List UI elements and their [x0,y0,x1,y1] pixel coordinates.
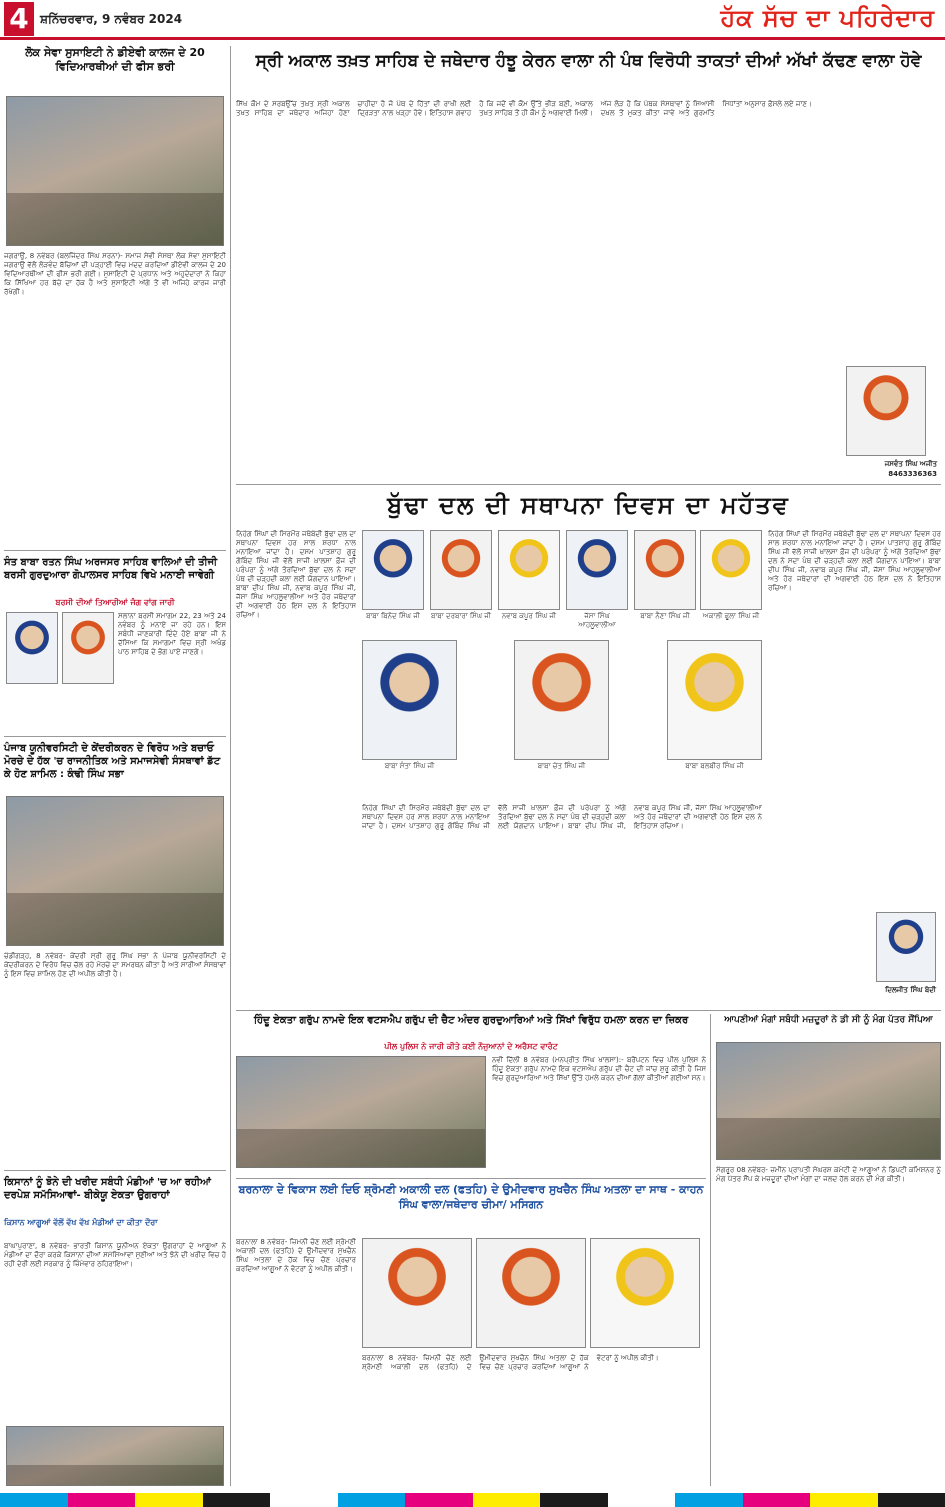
story-headline: ਆਪਣੀਆਂ ਮੰਗਾਂ ਸਬੰਧੀ ਮਜ਼ਦੂਰਾਂ ਨੇ ਡੀ ਸੀ ਨੂੰ ਮੰਗ ਪੱਤਰ ਸੌਂਪਿਆ [724,1015,933,1025]
portrait-photo [6,612,58,684]
author-name: ਜਸਵੰਤ ਸਿੰਘ ਅਜੀਤ [884,460,937,468]
story-body: ਬਾਘਾਪੁਰਾਣਾ, 8 ਨਵੰਬਰ- ਭਾਰਤੀ ਕਿਸਾਨ ਯੂਨੀਅਨ ਏਕਤਾ ਉਗਰਾਹਾਂ ਦੇ ਆਗੂਆਂ ਨੇ ਮੰਡੀਆਂ ਦਾ ਦੌਰਾ ਕਰਕੇ ਕਿਸਾਨਾਂ ਦੀਆਂ ਸਮੱਸਿਆਵਾਂ ਸੁਣੀਆਂ ਅਤੇ ਝੋਨੇ ਦੀ ਖਰੀਦ ਵਿਚ ਹੋ ਰਹੀ ਦੇਰੀ ਲਈ ਸਰਕਾਰ ਨੂੰ ਜ਼ਿੰਮੇਵਾਰ ਠਹਿਰਾਇਆ। [4,1242,226,1268]
election-story [236,1182,706,1486]
jathedar-caption: ਨਵਾਬ ਕਪੂਰ ਸਿੰਘ ਜੀ [501,612,557,620]
lead-headline: ਸ੍ਰੀ ਅਕਾਲ ਤਖ਼ਤ ਸਾਹਿਬ ਦੇ ਜਥੇਦਾਰ ਹੰਝੂ ਕੇਰਨ ਵਾਲਾ ਨੀ ਪੰਥ ਵਿਰੋਧੀ ਤਾਕਤਾਂ ਦੀਆਂ ਅੱਖਾਂ ਕੱਢਣ ਵਾਲਾ ਹੋਵੇ [255,51,922,71]
jathedar-caption: ਬਾਬਾ ਚੇਤ ਸਿੰਘ ਜੀ [537,762,586,770]
jathedar-portrait [514,640,609,760]
divider [236,1178,706,1179]
author-photo [846,366,926,456]
divider [236,1010,941,1011]
divider [4,550,226,551]
feature-body-sidebar: ਨਿਹੰਗ ਸਿੰਘਾਂ ਦੀ ਸਿਰਮੌਰ ਜਥੇਬੰਦੀ ਬੁੱਢਾ ਦਲ ਦਾ ਸਥਾਪਨਾ ਦਿਵਸ ਹਰ ਸਾਲ ਸ਼ਰਧਾ ਨਾਲ ਮਨਾਇਆ ਜਾਂਦਾ ਹੈ। ਦਸਮ ਪਾਤਸ਼ਾਹ ਗੁਰੂ ਗੋਬਿੰਦ ਸਿੰਘ ਜੀ ਵੱਲੋਂ ਸਾਜੀ ਖ਼ਾਲਸਾ ਫ਼ੌਜ ਦੀ ਪਰੰਪਰਾ ਨੂੰ ਅੱਗੇ ਤੋਰਦਿਆਂ ਬੁੱਢਾ ਦਲ ਨੇ ਸਦਾ ਪੰਥ ਦੀ ਚੜ੍ਹਦੀ ਕਲਾ ਲਈ ਯੋਗਦਾਨ ਪਾਇਆ। ਬਾਬਾ ਦੀਪ ਸਿੰਘ ਜੀ, ਨਵਾਬ ਕਪੂਰ ਸਿੰਘ ਜੀ, ਜੱਸਾ ਸਿੰਘ ਆਹਲੂਵਾਲੀਆ ਅਤੇ ਹੋਰ ਜਥੇਦਾਰਾਂ ਦੀ ਅਗਵਾਈ ਹੇਠ ਇਸ ਦਲ ਨੇ ਇਤਿਹਾਸ ਰਚਿਆ। [768,530,941,592]
jathedar-caption: ਅਕਾਲੀ ਫੂਲਾ ਸਿੰਘ ਜੀ [702,612,760,620]
jathedar-portrait [634,530,696,610]
divider [4,736,226,737]
story-headline: ਕਿਸਾਨਾਂ ਨੂੰ ਝੋਨੇ ਦੀ ਖਰੀਦ ਸਬੰਧੀ ਮੰਡੀਆਂ 'ਚ ਆ ਰਹੀਆਂ ਦਰਪੇਸ਼ ਸਮੱਸਿਆਵਾਂ- ਬੀਕੇਯੂ ਏਕਤਾ ਉਗਰਾਹਾਂ [4,1177,211,1201]
color-register-strip [0,1493,945,1507]
jathedar-portrait [700,530,762,610]
jathedar-caption: ਬਾਬਾ ਬਲਬੀਰ ਸਿੰਘ ਜੀ [685,762,744,770]
jathedar-portrait [362,530,424,610]
author-phone: 8463336363 [888,470,937,478]
jathedar-gallery [362,530,762,800]
jathedar-caption: ਬਾਬਾ ਦਰਬਾਰਾ ਸਿੰਘ ਜੀ [431,612,491,620]
jathedar-portrait [566,530,628,610]
portrait-photo [62,612,114,684]
story-body: ਬਰਨਾਲਾ 8 ਨਵੰਬਰ- ਜ਼ਿਮਨੀ ਚੋਣ ਲਈ ਸ਼੍ਰੋਮਣੀ ਅਕਾਲੀ ਦਲ (ਫਤਹਿ) ਦੇ ਉਮੀਦਵਾਰ ਸੁਖਚੈਨ ਸਿੰਘ ਅਤਲਾ ਦੇ ਹੱਕ ਵਿਚ ਚੋਣ ਪ੍ਰਚਾਰ ਕਰਦਿਆਂ ਆਗੂਆਂ ਨੇ ਵੋਟਰਾਂ ਨੂੰ ਅਪੀਲ ਕੀਤੀ। [236,1238,356,1273]
jathedar-caption: ਬਾਬਾ ਬਿਨੋਦ ਸਿੰਘ ਜੀ [366,612,420,620]
author-name: ਦਿਲਜੀਤ ਸਿੰਘ ਬੇਦੀ [885,986,936,994]
jathedar-portrait [667,640,762,760]
candidate-photo [476,1238,586,1348]
story-body: ਸੰਗਰੂਰ 08 ਨਵੰਬਰ- ਜ਼ਮੀਨ ਪ੍ਰਾਪਤੀ ਸੰਘਰਸ਼ ਕਮੇਟੀ ਦੇ ਆਗੂਆਂ ਨੇ ਡਿਪਟੀ ਕਮਿਸ਼ਨਰ ਨੂੰ ਮੰਗ ਪੱਤਰ ਸੌਂਪ ਕੇ ਮਜ਼ਦੂਰਾਂ ਦੀਆਂ ਮੰਗਾਂ ਦਾ ਜਲਦ ਹੱਲ ਕਰਨ ਦੀ ਮੰਗ ਕੀਤੀ। [716,1166,941,1183]
left-column [4,46,226,1486]
mandi-photo [6,1426,224,1486]
masthead [0,0,945,40]
story-body: ਨਵੀਂ ਦਿੱਲੀ 8 ਨਵੰਬਰ (ਮਨਪ੍ਰੀਤ ਸਿੰਘ ਖਾਲਸਾ):- ਬਰੈਂਪਟਨ ਵਿਚ ਪੀਲ ਪੁਲਿਸ ਨੇ ਹਿੰਦੂ ਏਕਤਾ ਗਰੁੱਪ ਨਾਮਦੇ ਇਕ ਵਟਸਐਪ ਗਰੁੱਪ ਦੀ ਚੈਟ ਦੀ ਜਾਂਚ ਸ਼ੁਰੂ ਕੀਤੀ ਹੈ ਜਿਸ ਵਿਚ ਗੁਰਦੁਆਰਿਆਂ ਅਤੇ ਸਿੱਖਾਂ ਉੱਤੇ ਹਮਲੇ ਕਰਨ ਦੀਆਂ ਗੱਲਾਂ ਕੀਤੀਆਂ ਗਈਆਂ ਸਨ। [492,1056,706,1082]
story-kicker: ਕਿਸਾਨ ਆਗੂਆਂ ਵੱਲੋਂ ਵੱਖ ਵੱਖ ਮੰਡੀਆਂ ਦਾ ਕੀਤਾ ਦੌਰਾ [4,1218,158,1227]
issue-date: ਸ਼ਨਿੱਚਰਵਾਰ, 9 ਨਵੰਬਰ 2024 [40,12,183,26]
canada-story [236,1014,706,1174]
feature-body: ਨਿਹੰਗ ਸਿੰਘਾਂ ਦੀ ਸਿਰਮੌਰ ਜਥੇਬੰਦੀ ਬੁੱਢਾ ਦਲ ਦਾ ਸਥਾਪਨਾ ਦਿਵਸ ਹਰ ਸਾਲ ਸ਼ਰਧਾ ਨਾਲ ਮਨਾਇਆ ਜਾਂਦਾ ਹੈ। ਦਸਮ ਪਾਤਸ਼ਾਹ ਗੁਰੂ ਗੋਬਿੰਦ ਸਿੰਘ ਜੀ ਵੱਲੋਂ ਸਾਜੀ ਖ਼ਾਲਸਾ ਫ਼ੌਜ ਦੀ ਪਰੰਪਰਾ ਨੂੰ ਅੱਗੇ ਤੋਰਦਿਆਂ ਬੁੱਢਾ ਦਲ ਨੇ ਸਦਾ ਪੰਥ ਦੀ ਚੜ੍ਹਦੀ ਕਲਾ ਲਈ ਯੋਗਦਾਨ ਪਾਇਆ। ਬਾਬਾ ਦੀਪ ਸਿੰਘ ਜੀ, ਨਵਾਬ ਕਪੂਰ ਸਿੰਘ ਜੀ, ਜੱਸਾ ਸਿੰਘ ਆਹਲੂਵਾਲੀਆ ਅਤੇ ਹੋਰ ਜਥੇਦਾਰਾਂ ਦੀ ਅਗਵਾਈ ਹੇਠ ਇਸ ਦਲ ਨੇ ਇਤਿਹਾਸ ਰਚਿਆ। [236,530,356,619]
story-body: ਸਲਾਨਾ ਬਰਸੀ ਸਮਾਗਮ 22, 23 ਅਤੇ 24 ਨਵੰਬਰ ਨੂੰ ਮਨਾਏ ਜਾ ਰਹੇ ਹਨ। ਇਸ ਸਬੰਧੀ ਜਾਣਕਾਰੀ ਦਿੰਦੇ ਹੋਏ ਬਾਬਾ ਜੀ ਨੇ ਦੱਸਿਆ ਕਿ ਸਮਾਗਮਾਂ ਵਿਚ ਸ੍ਰੀ ਅਖੰਡ ਪਾਠ ਸਾਹਿਬ ਦੇ ਭੋਗ ਪਾਏ ਜਾਣਗੇ। [118,612,226,656]
story-body-continued: ਬਰਨਾਲਾ 8 ਨਵੰਬਰ- ਜ਼ਿਮਨੀ ਚੋਣ ਲਈ ਸ਼੍ਰੋਮਣੀ ਅਕਾਲੀ ਦਲ (ਫਤਹਿ) ਦੇ ਉਮੀਦਵਾਰ ਸੁਖਚੈਨ ਸਿੰਘ ਅਤਲਾ ਦੇ ਹੱਕ ਵਿਚ ਚੋਣ ਪ੍ਰਚਾਰ ਕਰਦਿਆਂ ਆਗੂਆਂ ਨੇ ਵੋਟਰਾਂ ਨੂੰ ਅਪੀਲ ਕੀਤੀ। [362,1354,659,1371]
story-headline: ਬਰਨਾਲਾ ਦੇ ਵਿਕਾਸ ਲਈ ਦਿਓ ਸ਼੍ਰੋਮਣੀ ਅਕਾਲੀ ਦਲ (ਫਤਹਿ) ਦੇ ਉਮੀਦਵਾਰ ਸੁਖਚੈਨ ਸਿੰਘ ਅਤਲਾ ਦਾ ਸਾਥ - ਕਾਹਨ ਸਿੰਘ ਵਾਲਾ/ਜਥੇਦਾਰ ਚੀਮਾ/ ਮਸਿਗਨ [238,1183,704,1211]
story-body: ਜਗਰਾਉਂ, 8 ਨਵੰਬਰ (ਬਲਜਿੰਦਰ ਸਿੰਘ ਸਰਨਾ)- ਸਮਾਜ ਸੇਵੀ ਸੰਸਥਾ ਲੋਕ ਸੇਵਾ ਸੁਸਾਇਟੀ ਜਗਰਾਉਂ ਵੱਲੋਂ ਲੋੜਵੰਦ ਬੱਚਿਆਂ ਦੀ ਪੜ੍ਹਾਈ ਵਿਚ ਮਦਦ ਕਰਦਿਆਂ ਡੀਏਵੀ ਕਾਲਜ ਦੇ 20 ਵਿਦਿਆਰਥੀਆਂ ਦੀ ਫੀਸ ਭਰੀ ਗਈ। ਸੁਸਾਇਟੀ ਦੇ ਪ੍ਰਧਾਨ ਅਤੇ ਅਹੁਦੇਦਾਰਾਂ ਨੇ ਕਿਹਾ ਕਿ ਸਿੱਖਿਆ ਹਰ ਬੱਚੇ ਦਾ ਹੱਕ ਹੈ ਅਤੇ ਸੁਸਾਇਟੀ ਅੱਗੇ ਤੋਂ ਵੀ ਅਜਿਹੇ ਕਾਰਜ ਜਾਰੀ ਰੱਖੇਗੀ। [4,252,226,296]
story-headline: ਲੋਕ ਸੇਵਾ ਸੁਸਾਇਟੀ ਨੇ ਡੀਏਵੀ ਕਾਲਜ ਦੇ 20 ਵਿਦਿਆਰਥੀਆਂ ਦੀ ਫੀਸ ਭਰੀ [25,46,205,73]
story-headline: ਸੰਤ ਬਾਬਾ ਰਤਨ ਸਿੰਘ ਅਰਜਸਰ ਸਾਹਿਬ ਵਾਲਿਆਂ ਦੀ ਤੀਜੀ ਬਰਸੀ ਗੁਰਦੁਆਰਾ ਗੋਪਾਲਸਰ ਸਾਹਿਬ ਵਿਖੇ ਮਨਾਈ ਜਾਵੇਗੀ [4,557,218,581]
divider [4,1170,226,1171]
story-body: ਚੰਡੀਗੜ੍ਹ, 8 ਨਵੰਬਰ- ਕੇਂਦਰੀ ਸ੍ਰੀ ਗੁਰੂ ਸਿੰਘ ਸਭਾ ਨੇ ਪੰਜਾਬ ਯੂਨੀਵਰਸਿਟੀ ਦੇ ਕੇਂਦਰੀਕਰਨ ਦੇ ਵਿਰੋਧ ਵਿਚ ਚੱਲ ਰਹੇ ਮੋਰਚੇ ਦਾ ਸਮਰਥਨ ਕੀਤਾ ਹੈ ਅਤੇ ਸਾਰੀਆਂ ਸੰਸਥਾਵਾਂ ਨੂੰ ਇਸ ਵਿਚ ਸ਼ਾਮਿਲ ਹੋਣ ਦੀ ਅਪੀਲ ਕੀਤੀ ਹੈ। [4,952,226,978]
story-headline: ਪੰਜਾਬ ਯੂਨੀਵਰਸਿਟੀ ਦੇ ਕੇਂਦਰੀਕਰਨ ਦੇ ਵਿਰੋਧ ਅਤੇ ਬਚਾਓ ਮੋਰਚੇ ਦੇ ਹੱਕ 'ਚ ਰਾਜਨੀਤਿਕ ਅਤੇ ਸਮਾਜਸੇਵੀ ਸੰਸਥਾਵਾਂ ਡੱਟ ਕੇ ਹੋਣ ਸ਼ਾਮਿਲ : ਕੰਢੀ ਸਿੰਘ ਸਭਾ [4,743,221,780]
lead-body: ਸਿੱਖ ਕੌਮ ਦੇ ਸਰਬਉੱਚ ਤਖ਼ਤ ਸ੍ਰੀ ਅਕਾਲ ਤਖ਼ਤ ਸਾਹਿਬ ਦਾ ਜਥੇਦਾਰ ਅਜਿਹਾ ਹੋਣਾ ਚਾਹੀਦਾ ਹੈ ਜੋ ਪੰਥ ਦੇ ਹਿੱਤਾਂ ਦੀ ਰਾਖੀ ਲਈ ਦ੍ਰਿੜਤਾ ਨਾਲ ਖੜ੍ਹਾ ਹੋਵੇ। ਇਤਿਹਾਸ ਗਵਾਹ ਹੈ ਕਿ ਜਦੋਂ ਵੀ ਕੌਮ ਉੱਤੇ ਭੀੜ ਬਣੀ, ਅਕਾਲ ਤਖ਼ਤ ਸਾਹਿਬ ਤੋਂ ਹੀ ਕੌਮ ਨੂੰ ਅਗਵਾਈ ਮਿਲੀ। ਅੱਜ ਲੋੜ ਹੈ ਕਿ ਪੰਥਕ ਸੰਸਥਾਵਾਂ ਨੂੰ ਸਿਆਸੀ ਦਖ਼ਲ ਤੋਂ ਮੁਕਤ ਕੀਤਾ ਜਾਵੇ ਅਤੇ ਗੁਰਮਤਿ ਸਿਧਾਂਤਾਂ ਅਨੁਸਾਰ ਫ਼ੈਸਲੇ ਲਏ ਜਾਣ। [236,100,812,117]
jathedar-caption: ਜੱਸਾ ਸਿੰਘ ਆਹਲੂਵਾਲੀਆ [578,612,616,629]
jathedar-caption: ਬਾਬਾ ਸੰਤਾ ਸਿੰਘ ਜੀ [384,762,435,770]
jathedar-portrait [430,530,492,610]
jathedar-portrait [498,530,560,610]
jathedar-portrait [362,640,457,760]
police-photo [236,1056,486,1168]
memorandum-photo [716,1042,941,1160]
paper-name: ਹੱਕ ਸੱਚ ਦਾ ਪਹਿਰੇਦਾਰ [720,4,935,32]
feature-body-continued: ਨਿਹੰਗ ਸਿੰਘਾਂ ਦੀ ਸਿਰਮੌਰ ਜਥੇਬੰਦੀ ਬੁੱਢਾ ਦਲ ਦਾ ਸਥਾਪਨਾ ਦਿਵਸ ਹਰ ਸਾਲ ਸ਼ਰਧਾ ਨਾਲ ਮਨਾਇਆ ਜਾਂਦਾ ਹੈ। ਦਸਮ ਪਾਤਸ਼ਾਹ ਗੁਰੂ ਗੋਬਿੰਦ ਸਿੰਘ ਜੀ ਵੱਲੋਂ ਸਾਜੀ ਖ਼ਾਲਸਾ ਫ਼ੌਜ ਦੀ ਪਰੰਪਰਾ ਨੂੰ ਅੱਗੇ ਤੋਰਦਿਆਂ ਬੁੱਢਾ ਦਲ ਨੇ ਸਦਾ ਪੰਥ ਦੀ ਚੜ੍ਹਦੀ ਕਲਾ ਲਈ ਯੋਗਦਾਨ ਪਾਇਆ। ਬਾਬਾ ਦੀਪ ਸਿੰਘ ਜੀ, ਨਵਾਬ ਕਪੂਰ ਸਿੰਘ ਜੀ, ਜੱਸਾ ਸਿੰਘ ਆਹਲੂਵਾਲੀਆ ਅਤੇ ਹੋਰ ਜਥੇਦਾਰਾਂ ਦੀ ਅਗਵਾਈ ਹੇਠ ਇਸ ਦਲ ਨੇ ਇਤਿਹਾਸ ਰਚਿਆ। [362,804,762,830]
protest-photo [6,796,224,946]
candidate-photo [362,1238,472,1348]
jathedar-caption: ਬਾਬਾ ਨੈਣਾ ਸਿੰਘ ਜੀ [640,612,690,620]
feature-headline: ਬੁੱਢਾ ਦਲ ਦੀ ਸਥਾਪਨਾ ਦਿਵਸ ਦਾ ਮਹੱਤਵ [387,491,790,519]
story-kicker: ਬਰਸੀ ਦੀਆਂ ਤਿਆਰੀਆਂ ਜੰਗ ਵਾਂਗ ਜਾਰੀ [55,598,175,607]
story-kicker: ਪੀਲ ਪੁਲਿਸ ਨੇ ਜਾਰੀ ਕੀਤੇ ਕਈ ਨੌਜੁਆਨਾਂ ਦੇ ਅਰੈਸਟ ਵਾਰੰਟ [384,1042,558,1051]
group-photo [6,96,224,246]
candidate-photo [590,1238,700,1348]
feature-story [236,488,941,1008]
divider [236,484,941,485]
column-divider [230,46,231,1486]
page-number: 4 [4,2,34,36]
lead-story [236,46,941,482]
story-headline: ਹਿੰਦੂ ਏਕਤਾ ਗਰੁੱਪ ਨਾਮਦੇ ਇਕ ਵਟਸਐਪ ਗਰੁੱਪ ਦੀ ਚੈਟ ਅੰਦਰ ਗੁਰਦੁਆਰਿਆਂ ਅਤੇ ਸਿੱਖਾਂ ਵਿਰੁੱਧ ਹਮਲਾ ਕਰਨ ਦਾ ਜ਼ਿਕਰ [253,1015,689,1026]
labour-story [716,1014,941,1486]
column-divider [710,1014,711,1486]
author-photo [876,912,936,982]
